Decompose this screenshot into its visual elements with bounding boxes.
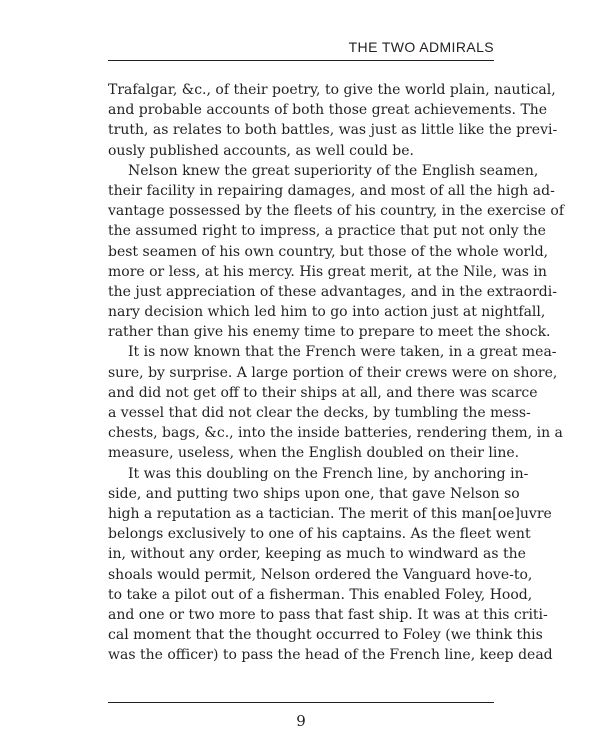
text-line: and did not get off to their ships at all, and there was scarce (108, 384, 538, 401)
text-line: Trafalgar, &c., of their poetry, to give the world plain, nautical, (108, 82, 556, 98)
text-line: It is now known that the French were taken, in a great mea- (128, 344, 557, 361)
text-line: high a reputation as a tactician. The merit of this man[oe]uvre (108, 505, 552, 522)
text-line: sure, by surprise. A large portion of their crews were on shore, (108, 364, 558, 381)
text-line: and probable accounts of both those great achievements. The (108, 102, 548, 119)
text-line: side, and putting two ships upon one, that gave Nelson so (108, 485, 520, 502)
running-head-title: THE TWO ADMIRALS (348, 39, 494, 55)
text-line: chests, bags, &c., into the inside batteries, rendering them, in a (108, 425, 563, 442)
text-line: belongs exclusively to one of his captains. As the fleet went (108, 526, 531, 543)
footer-rule (108, 702, 494, 703)
page-number: 9 (296, 712, 306, 730)
text-line: their facility in repairing damages, and most of all the high ad- (108, 182, 555, 199)
text-line: It was this doubling on the French line, by anchoring in- (128, 465, 529, 482)
body-text (108, 80, 565, 665)
text-line: truth, as relates to both battles, was just as little like the previ- (108, 122, 558, 139)
text-line: cal moment that the thought occurred to Foley (we think this (108, 627, 543, 644)
text-line: ously published accounts, as well could be. (108, 142, 414, 159)
text-line: best seamen of his own country, but those of the whole world, (108, 243, 549, 260)
text-line: was the officer) to pass the head of the French line, keep dead (108, 647, 553, 664)
text-line: and one or two more to pass that fast ship. It was at this criti- (108, 606, 548, 623)
text-line: Nelson knew the great superiority of the English seamen, (128, 162, 539, 179)
text-line: nary decision which led him to go into action just at nightfall, (108, 304, 546, 321)
text-line: in, without any order, keeping as much to windward as the (108, 546, 526, 563)
text-line: more or less, at his mercy. His great merit, at the Nile, was in (108, 263, 547, 280)
text-line: the assumed right to impress, a practice that put not only the (108, 223, 546, 240)
text-line: rather than give his enemy time to prepare to meet the shock. (108, 324, 551, 341)
text-line: measure, useless, when the English doubled on their line. (108, 445, 520, 462)
text-line: vantage possessed by the fleets of his country, in the exercise of (108, 203, 565, 220)
text-line: a vessel that did not clear the decks, by tumbling the mess- (108, 405, 531, 421)
text-line: shoals would permit, Nelson ordered the Vanguard hove-to, (108, 566, 533, 583)
text-line: to take a pilot out of a fisherman. This enabled Foley, Hood, (108, 586, 533, 603)
header-rule (108, 60, 494, 61)
text-line: the just appreciation of these advantages, and in the extraordi- (108, 283, 557, 300)
